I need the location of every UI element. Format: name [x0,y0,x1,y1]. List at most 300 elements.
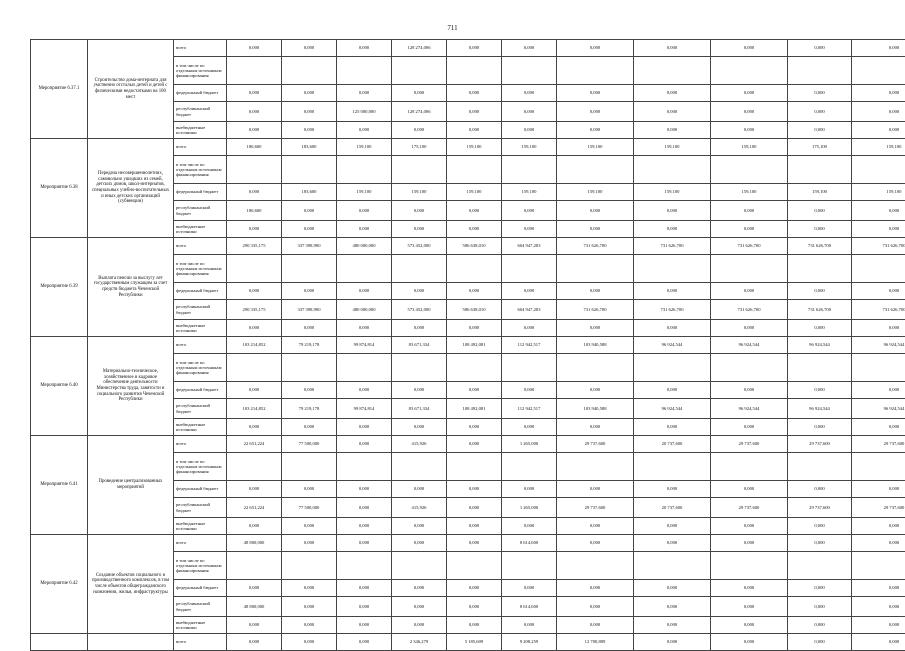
value-cell: 159,100 [557,139,634,156]
page-number: 711 [0,24,905,32]
value-cell: 0,000 [557,382,634,399]
value-cell: 0,000 [282,518,337,535]
value-cell: 96 924,544 [788,337,852,354]
value-cell [788,354,852,382]
value-cell: 0,000 [634,580,711,597]
value-cell: 0,000 [282,634,337,651]
value-cell: 0,000 [788,580,852,597]
value-cell: 0,000 [711,419,788,436]
funding-source-cell: в том числе по отдельным источникам финансирования [174,552,227,580]
value-cell: 0,000 [557,617,634,634]
value-cell: 0,000 [227,85,282,102]
value-cell: 0,000 [282,597,337,617]
value-cell [852,255,905,283]
value-cell: 0,000 [557,40,634,57]
value-cell [634,57,711,85]
value-cell: 0,000 [852,419,905,436]
value-cell: 0,000 [502,283,557,300]
funding-source-cell: внебюджетные источники [174,122,227,139]
measure-name-cell: Передача несовершеннолетних, самовольно ушедших из семей, детских домов, школ-интернатов, специальных учебно-воспитательных и иных детских организаций (субвенции) [88,139,174,238]
value-cell: 0,000 [282,617,337,634]
value-cell: 0,000 [788,102,852,122]
value-cell: 0,000 [557,221,634,238]
value-cell: 0,000 [788,283,852,300]
value-cell [447,354,502,382]
table-row [31,535,905,552]
value-cell: 0,000 [502,419,557,436]
value-cell: 0,000 [502,201,557,221]
value-cell [392,156,447,184]
value-cell: 0,000 [337,382,392,399]
value-cell: 0,000 [634,518,711,535]
value-cell: 0,000 [502,518,557,535]
value-cell: 0,000 [557,419,634,436]
value-cell: 0,000 [634,122,711,139]
value-cell: 0,000 [634,283,711,300]
value-cell: 0,000 [447,481,502,498]
value-cell: 96 924,544 [711,337,788,354]
value-cell: 0,000 [711,283,788,300]
value-cell [337,156,392,184]
value-cell [502,552,557,580]
value-cell [557,156,634,184]
value-cell: 0,000 [711,382,788,399]
value-cell [227,552,282,580]
value-cell [557,354,634,382]
measure-cell: Мероприятие 6.41 [31,436,88,535]
value-cell: 0,000 [227,221,282,238]
value-cell: 0,000 [852,85,905,102]
value-cell: 0,000 [788,85,852,102]
value-cell: 77 500,000 [282,436,337,453]
value-cell [337,453,392,481]
value-cell: 0,000 [502,221,557,238]
value-cell [227,255,282,283]
value-cell: 0,000 [282,85,337,102]
value-cell [502,255,557,283]
value-cell: 0,000 [634,40,711,57]
value-cell: 0,000 [711,580,788,597]
value-cell: 731 626,700 [634,238,711,255]
value-cell: 96 924,544 [711,399,788,419]
funding-source-cell: федеральный бюджет [174,580,227,597]
value-cell: 0,000 [634,320,711,337]
value-cell: 731 626,700 [788,238,852,255]
value-cell: 0,000 [447,283,502,300]
value-cell [227,453,282,481]
value-cell: 112 942,517 [502,337,557,354]
value-cell: 0,000 [282,122,337,139]
value-cell: 0,000 [711,201,788,221]
value-cell [852,453,905,481]
value-cell: 0,000 [392,419,447,436]
value-cell: 0,000 [392,283,447,300]
value-cell: 0,000 [227,580,282,597]
value-cell: 415,926 [392,498,447,518]
value-cell: 0,000 [337,221,392,238]
value-cell: 159,100 [337,139,392,156]
funding-source-cell: внебюджетные источники [174,518,227,535]
value-cell: 96 924,544 [788,399,852,419]
value-cell: 159,100 [557,184,634,201]
value-cell: 0,000 [392,617,447,634]
value-cell [788,255,852,283]
value-cell [337,57,392,85]
value-cell: 0,000 [447,85,502,102]
value-cell: 0,000 [447,498,502,518]
value-cell: 0,000 [711,221,788,238]
value-cell [557,255,634,283]
funding-source-cell: в том числе по отдельным источникам финансирования [174,156,227,184]
value-cell: 0,000 [634,634,711,651]
measure-cell: Мероприятие 6.38 [31,139,88,238]
value-cell: 0,000 [852,221,905,238]
value-cell: 0,000 [337,634,392,651]
value-cell [282,255,337,283]
value-cell: 480 000,000 [337,300,392,320]
value-cell: 0,000 [447,221,502,238]
value-cell: 0,000 [227,320,282,337]
value-cell: 0,000 [392,221,447,238]
value-cell [711,552,788,580]
value-cell: 22 651,224 [227,498,282,518]
value-cell: 731 626,700 [852,238,905,255]
value-cell: 1 265,000 [502,436,557,453]
value-cell [392,453,447,481]
value-cell: 0,000 [634,419,711,436]
measure-name-cell [88,634,174,651]
value-cell: 731 626,700 [557,300,634,320]
value-cell: 0,000 [557,481,634,498]
value-cell: 0,000 [282,40,337,57]
table-row [31,337,905,354]
value-cell: 0,000 [227,382,282,399]
value-cell: 0,000 [557,597,634,617]
table-row [31,238,905,255]
value-cell: 0,000 [227,283,282,300]
value-cell: 0,000 [557,102,634,122]
value-cell [227,57,282,85]
value-cell: 128 274,006 [392,40,447,57]
value-cell: 0,000 [282,481,337,498]
value-cell [502,57,557,85]
value-cell: 0,000 [447,122,502,139]
value-cell [282,552,337,580]
measure-name-cell: Выплата пенсии за выслугу лет государственным служащим за счет средств бюджета Чеченской Республики [88,238,174,337]
value-cell: 0,000 [502,102,557,122]
value-cell: 20 737,600 [634,436,711,453]
value-cell: 731 626,700 [852,300,905,320]
value-cell: 0,000 [502,85,557,102]
value-cell [447,57,502,85]
value-cell [282,453,337,481]
value-cell: 0,000 [852,518,905,535]
value-cell: 0,000 [852,580,905,597]
value-cell: 48 800,000 [227,535,282,552]
funding-source-cell: всего [174,436,227,453]
measure-cell: Мероприятие 6.40 [31,337,88,436]
measure-cell: Мероприятие 6.42 [31,535,88,634]
value-cell [282,156,337,184]
value-cell [227,156,282,184]
value-cell [447,453,502,481]
table-row [31,634,905,651]
funding-source-cell: внебюджетные источники [174,419,227,436]
value-cell [634,255,711,283]
value-cell: 0,000 [282,102,337,122]
value-cell: 0,000 [852,617,905,634]
value-cell: 0,000 [788,221,852,238]
value-cell: 480 000,000 [337,238,392,255]
funding-source-cell: в том числе по отдельным источникам финансирования [174,453,227,481]
value-cell [282,354,337,382]
value-cell: 0,000 [227,481,282,498]
value-cell: 0,000 [711,597,788,617]
value-cell: 96 924,544 [852,399,905,419]
value-cell: 604 947,283 [502,300,557,320]
financing-table [30,39,905,651]
value-cell: 159,100 [447,184,502,201]
value-cell: 337 398,900 [282,300,337,320]
value-cell [282,57,337,85]
value-cell: 0,000 [282,201,337,221]
value-cell: 0,000 [337,535,392,552]
value-cell: 290 335,175 [227,238,282,255]
value-cell: 0,000 [337,518,392,535]
value-cell [557,552,634,580]
value-cell: 99 874,814 [337,337,392,354]
value-cell [852,156,905,184]
value-cell: 0,000 [502,320,557,337]
value-cell: 0,000 [502,617,557,634]
value-cell: 159,100 [502,184,557,201]
value-cell: 0,000 [337,283,392,300]
value-cell: 0,000 [227,122,282,139]
value-cell: 0,000 [392,481,447,498]
measure-cell [31,634,88,651]
value-cell: 108 492,081 [447,399,502,419]
value-cell: 0,000 [282,419,337,436]
value-cell: 175,100 [788,139,852,156]
value-cell: 731 626,700 [711,238,788,255]
value-cell: 29 737,600 [557,436,634,453]
value-cell [852,57,905,85]
value-cell: 29 737,600 [711,436,788,453]
value-cell: 96 924,544 [634,337,711,354]
funding-source-cell: республиканский бюджет [174,300,227,320]
value-cell: 0,000 [634,85,711,102]
value-cell [711,156,788,184]
value-cell [788,552,852,580]
funding-source-cell: федеральный бюджет [174,382,227,399]
value-cell: 0,000 [557,283,634,300]
value-cell: 0,000 [447,201,502,221]
value-cell: 159,100 [852,139,905,156]
value-cell: 0,000 [711,102,788,122]
value-cell: 0,000 [711,320,788,337]
value-cell: 0,000 [788,481,852,498]
value-cell [634,453,711,481]
value-cell: 159,100 [711,184,788,201]
table-row [31,40,905,57]
value-cell: 0,000 [634,102,711,122]
funding-source-cell: внебюджетные источники [174,320,227,337]
value-cell: 0,000 [392,518,447,535]
value-cell: 0,000 [227,184,282,201]
value-cell [557,57,634,85]
funding-source-cell: республиканский бюджет [174,498,227,518]
value-cell: 83 671,334 [392,337,447,354]
value-cell: 0,000 [788,617,852,634]
measure-cell: Мероприятие 6.39 [31,238,88,337]
value-cell: 29 737,600 [852,498,905,518]
value-cell: 0,000 [392,85,447,102]
value-cell: 159,100 [788,184,852,201]
value-cell: 0,000 [337,122,392,139]
value-cell: 159,100 [337,184,392,201]
value-cell: 29 737,600 [711,498,788,518]
value-cell: 0,000 [711,481,788,498]
value-cell: 0,000 [852,535,905,552]
value-cell: 0,000 [852,122,905,139]
value-cell: 0,000 [282,320,337,337]
value-cell: 103 214,852 [227,399,282,419]
value-cell: 0,000 [227,634,282,651]
value-cell: 0,000 [447,535,502,552]
value-cell [788,453,852,481]
value-cell: 0,000 [788,40,852,57]
value-cell: 12 700,809 [557,634,634,651]
value-cell: 9 208,259 [502,634,557,651]
value-cell: 0,000 [447,518,502,535]
value-cell [711,354,788,382]
value-cell [852,552,905,580]
value-cell: 0,000 [337,498,392,518]
value-cell: 180,600 [227,139,282,156]
funding-source-cell: всего [174,337,227,354]
value-cell: 0,000 [282,382,337,399]
value-cell: 0,000 [711,40,788,57]
value-cell: 0,000 [337,597,392,617]
value-cell: 0,000 [557,85,634,102]
value-cell: 0,000 [282,283,337,300]
value-cell: 0,000 [634,382,711,399]
value-cell [392,354,447,382]
value-cell: 0,000 [852,201,905,221]
value-cell: 0,000 [392,201,447,221]
value-cell: 0,000 [447,597,502,617]
value-cell [392,255,447,283]
value-cell: 0,000 [282,535,337,552]
value-cell: 0,000 [337,580,392,597]
value-cell: 0,000 [337,85,392,102]
value-cell: 5 185,609 [447,634,502,651]
funding-source-cell: республиканский бюджет [174,102,227,122]
value-cell: 0,000 [788,597,852,617]
funding-source-cell: в том числе по отдельным источникам финансирования [174,255,227,283]
value-cell: 0,000 [447,617,502,634]
funding-source-cell: федеральный бюджет [174,283,227,300]
value-cell: 0,000 [502,481,557,498]
value-cell: 604 947,283 [502,238,557,255]
value-cell [447,255,502,283]
value-cell: 103 940,588 [557,399,634,419]
value-cell: 731 626,700 [788,300,852,320]
funding-source-cell: внебюджетные источники [174,221,227,238]
value-cell [337,552,392,580]
value-cell: 0,000 [282,221,337,238]
value-cell [711,57,788,85]
value-cell [337,354,392,382]
value-cell: 0,000 [852,102,905,122]
funding-source-cell: всего [174,139,227,156]
measure-name-cell: Создание объектов социального и производственного комплексов, в том числе объектов общегражданского назначения, жилья, инфраструктуры [88,535,174,634]
value-cell: 2 346,279 [392,634,447,651]
value-cell: 0,000 [447,436,502,453]
value-cell: 0,000 [788,518,852,535]
value-cell: 159,100 [852,184,905,201]
value-cell: 0,000 [634,201,711,221]
value-cell [502,453,557,481]
value-cell: 0,000 [557,122,634,139]
value-cell [337,255,392,283]
value-cell: 20 737,600 [634,498,711,518]
value-cell: 0,000 [227,617,282,634]
value-cell: 0,000 [852,481,905,498]
value-cell: 0,000 [337,481,392,498]
value-cell: 0,000 [337,40,392,57]
value-cell: 0,000 [634,481,711,498]
value-cell: 0,000 [557,201,634,221]
value-cell: 0,000 [227,518,282,535]
value-cell: 159,100 [634,184,711,201]
value-cell: 731 626,700 [634,300,711,320]
value-cell: 96 924,544 [852,337,905,354]
value-cell: 0,000 [711,518,788,535]
value-cell [634,552,711,580]
value-cell: 0,000 [337,436,392,453]
value-cell: 586 638,010 [447,300,502,320]
value-cell: 79 219,178 [282,399,337,419]
funding-source-cell: федеральный бюджет [174,481,227,498]
value-cell: 0,000 [392,122,447,139]
value-cell: 0,000 [788,535,852,552]
value-cell: 183,600 [282,139,337,156]
value-cell: 103 940,588 [557,337,634,354]
funding-source-cell: в том числе по отдельным источникам финансирования [174,354,227,382]
value-cell: 0,000 [392,382,447,399]
value-cell: 0,000 [788,201,852,221]
value-cell: 573 452,000 [392,238,447,255]
value-cell: 183,600 [282,184,337,201]
value-cell: 77 500,000 [282,498,337,518]
value-cell: 0,000 [634,221,711,238]
value-cell: 0,000 [557,580,634,597]
value-cell: 0,000 [447,580,502,597]
value-cell: 337 398,900 [282,238,337,255]
value-cell: 8 614,600 [502,597,557,617]
value-cell: 0,000 [852,283,905,300]
value-cell: 586 638,010 [447,238,502,255]
funding-source-cell: республиканский бюджет [174,201,227,221]
value-cell: 0,000 [788,122,852,139]
value-cell: 0,000 [447,382,502,399]
value-cell: 0,000 [557,518,634,535]
value-cell: 0,000 [788,419,852,436]
value-cell [392,552,447,580]
value-cell: 0,000 [711,122,788,139]
value-cell: 0,000 [337,201,392,221]
